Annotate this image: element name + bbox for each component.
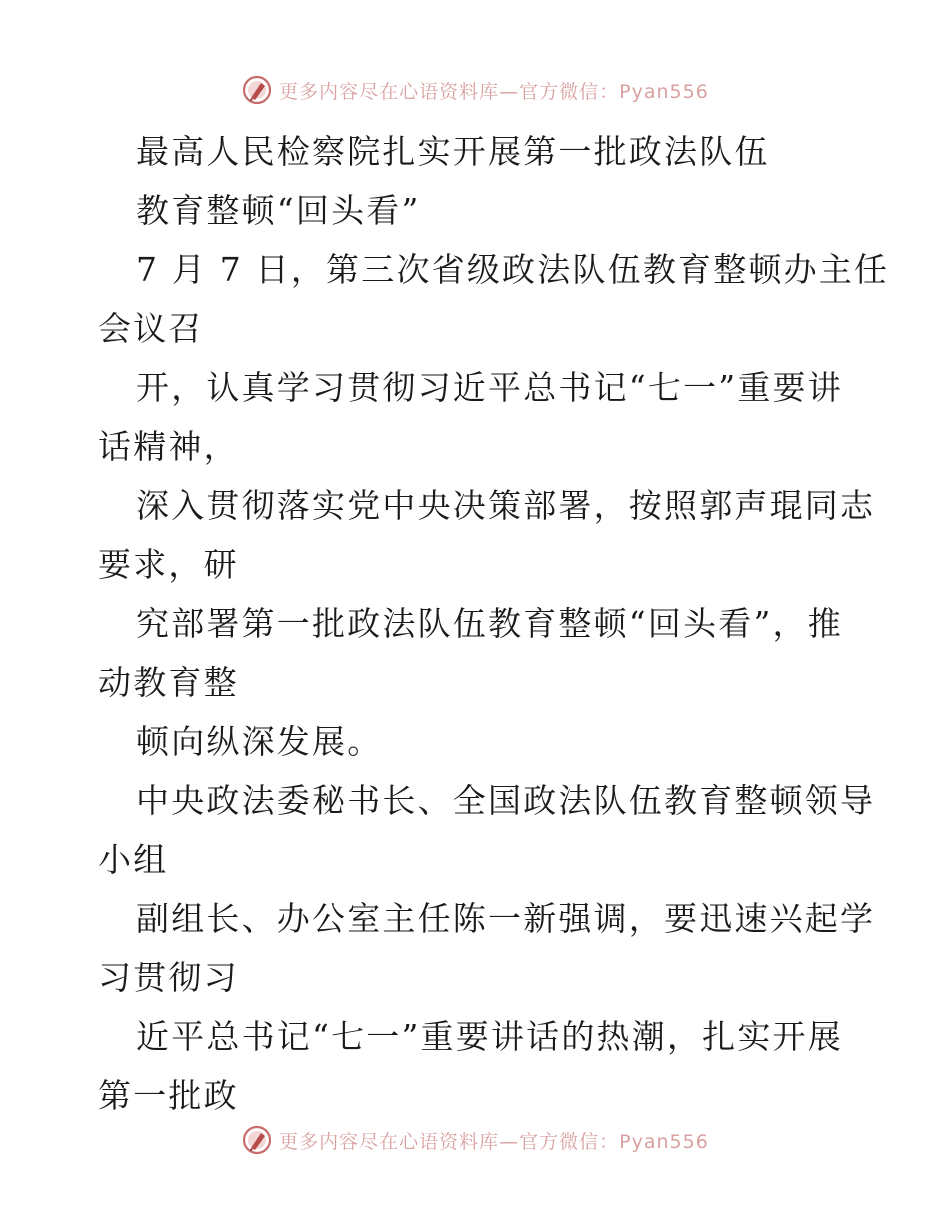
text-line: 第一批政: [98, 1076, 239, 1115]
header-banner: [0, 70, 950, 110]
text-line: 要求，研: [98, 545, 239, 584]
text-line: 小组: [98, 840, 169, 879]
text-line: 究部署第一批政法队伍教育整顿“回头看”，推: [136, 604, 843, 643]
text-line: 顿向纵深发展。: [136, 722, 383, 761]
footer-banner-text: 更多内容尽在心语资料库—官方微信：Pyan556: [279, 1130, 709, 1153]
text-line: 深入贯彻落实党中央决策部署，按照郭声琨同志: [136, 486, 876, 525]
text-line: 习贯彻习: [98, 958, 239, 997]
text-line: 教育整顿“回头看”: [136, 191, 421, 230]
footer-banner: [0, 1120, 950, 1160]
text-line: 动教育整: [98, 663, 239, 702]
header-banner-text: 更多内容尽在心语资料库—官方微信：Pyan556: [279, 80, 709, 103]
text-line: 开，认真学习贯彻习近平总书记“七一”重要讲: [136, 368, 843, 407]
text-line: 最高人民检察院扎实开展第一批政法队伍: [136, 132, 770, 171]
text-line: 话精神，: [98, 427, 239, 466]
fountain-pen-logo-icon: [241, 1124, 273, 1156]
text-line: 副组长、办公室主任陈一新强调，要迅速兴起学: [136, 899, 876, 938]
text-line: 中央政法委秘书长、全国政法队伍教育整顿领导: [136, 781, 876, 820]
document-body: [98, 122, 890, 1125]
fountain-pen-logo-icon: [241, 74, 273, 106]
text-line: 近平总书记“七一”重要讲话的热潮，扎实开展: [136, 1017, 843, 1056]
text-line: 7 月 7 日，第三次省级政法队伍教育整顿办主任: [136, 250, 890, 289]
text-line: 会议召: [98, 309, 204, 348]
